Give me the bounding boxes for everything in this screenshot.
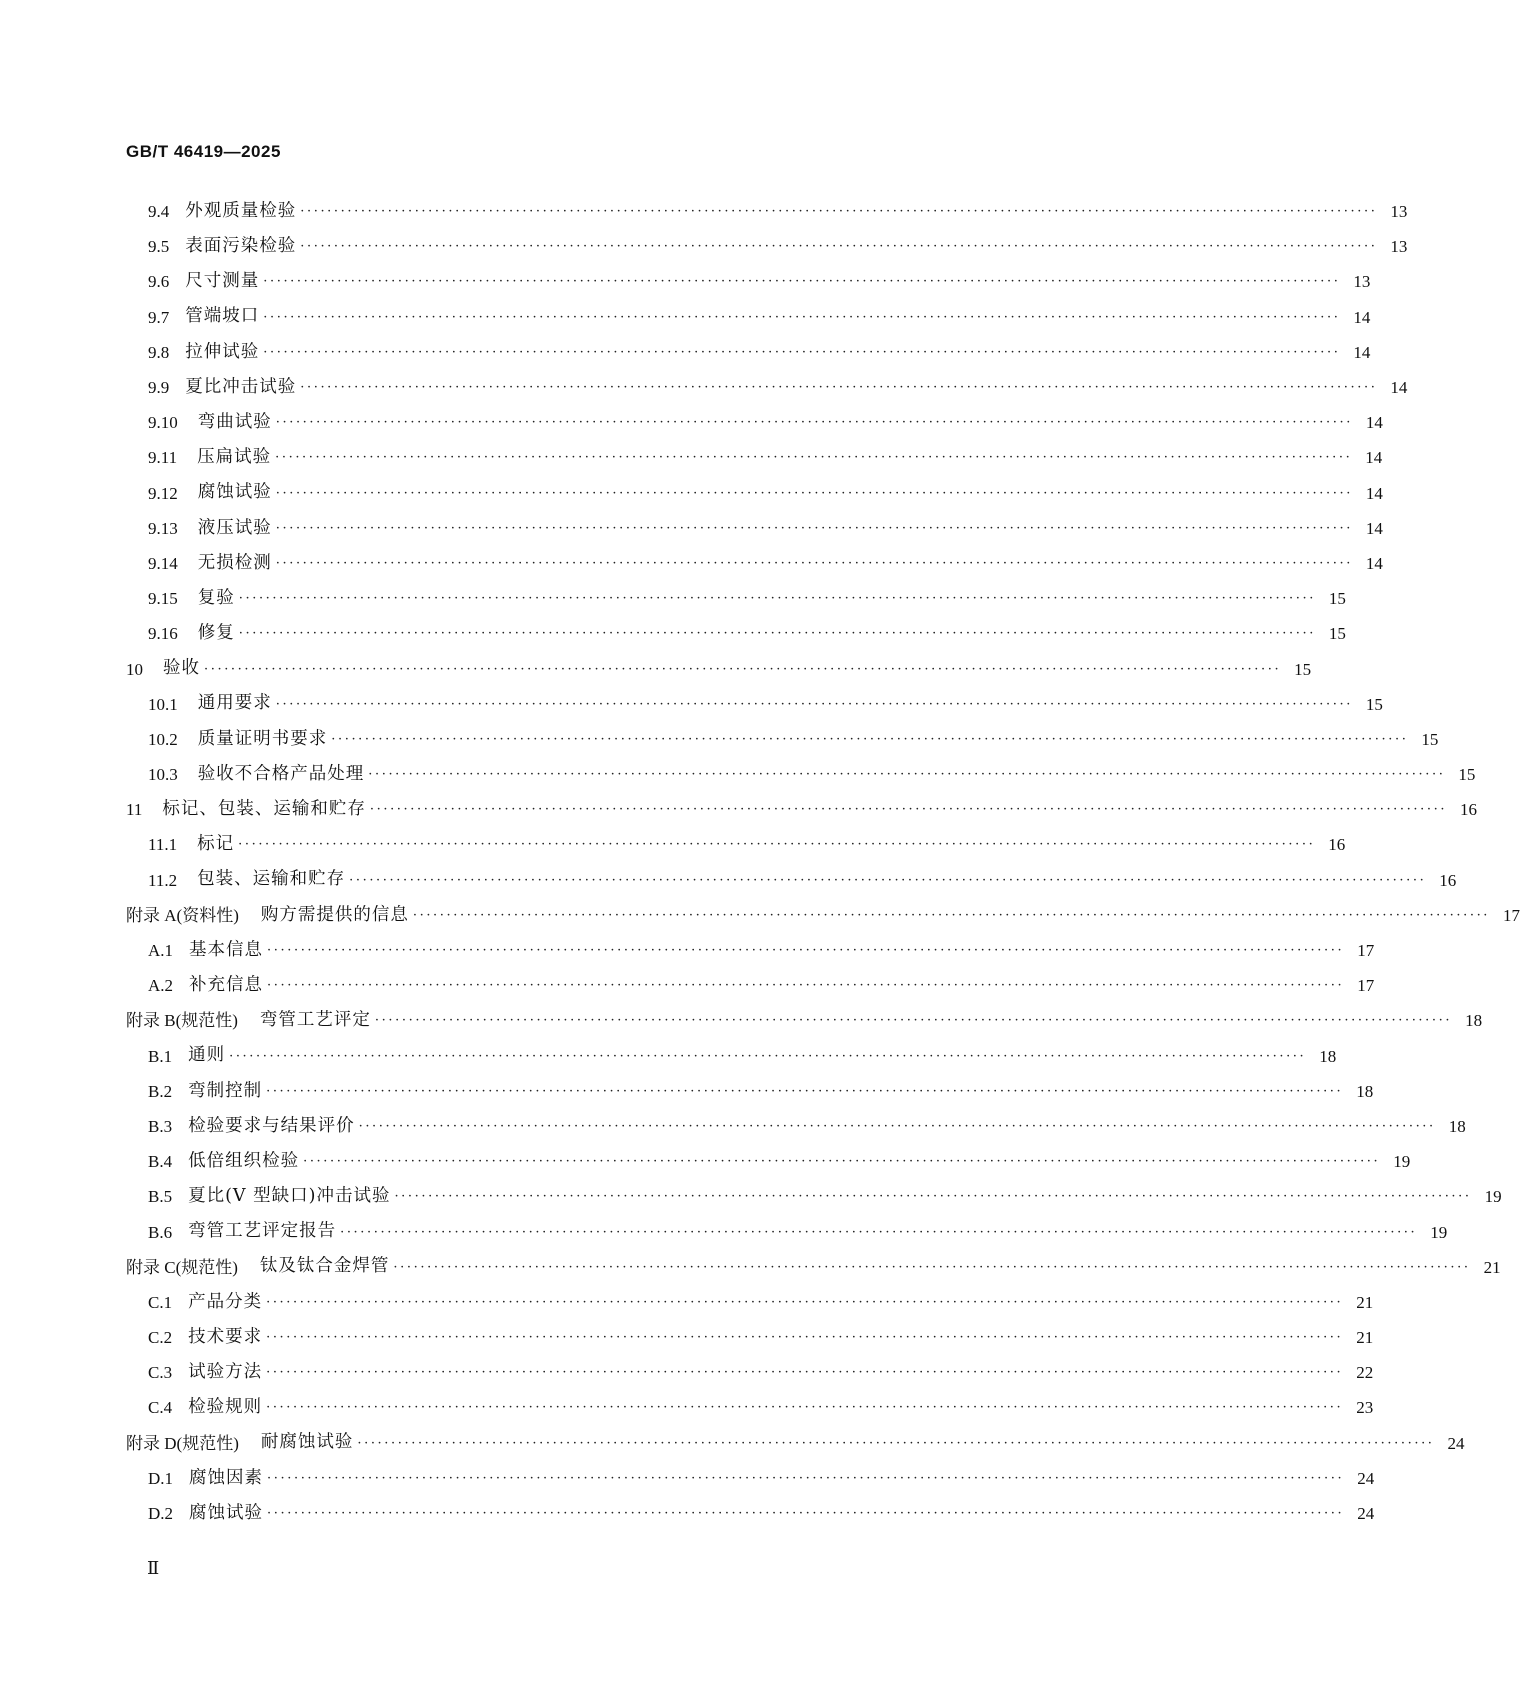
dot-leader: ································································································································································ <box>267 1470 1345 1486</box>
toc-entry[interactable] <box>126 1039 1337 1074</box>
dot-leader: ································································································································································ <box>229 1048 1307 1064</box>
dot-leader: ································································································································································ <box>300 204 1378 220</box>
toc-entry-page: 15 <box>1458 765 1476 785</box>
toc-entry-number: 9.12 <box>148 483 178 503</box>
toc-entry-title: 外观质量检验 <box>185 200 297 221</box>
toc-entry-number: D.2 <box>148 1504 174 1524</box>
toc-entry-title: 补充信息 <box>189 974 264 995</box>
toc-entry-number: 附录 D(规范性) <box>126 1433 239 1453</box>
toc-entry-page: 17 <box>1503 905 1520 925</box>
toc-entry-title: 夏比冲击试验 <box>185 376 297 397</box>
dot-leader: ································································································································································ <box>331 731 1409 747</box>
toc-entry-page: 15 <box>1328 624 1346 644</box>
dot-leader: ································································································································································ <box>238 837 1316 853</box>
dot-leader: ································································································································································ <box>275 555 1353 571</box>
toc-entry-number: 9.14 <box>148 553 178 573</box>
toc-entry-number: C.1 <box>148 1292 173 1312</box>
toc-entry-number: B.3 <box>148 1116 173 1136</box>
dot-leader: ································································································································································ <box>266 1083 1344 1099</box>
toc-entry-number: C.2 <box>148 1328 173 1348</box>
dot-leader: ································································································································································ <box>275 520 1353 536</box>
toc-entry[interactable] <box>126 335 1371 370</box>
toc-entry-title: 基本信息 <box>189 939 264 960</box>
toc-entry-page: 14 <box>1390 378 1408 398</box>
toc-entry-title: 通用要求 <box>197 693 272 714</box>
toc-entry-number: B.6 <box>148 1222 173 1242</box>
toc-entry-number: 9.16 <box>148 624 178 644</box>
toc-entry-page: 15 <box>1328 589 1346 609</box>
toc-entry-number: 9.9 <box>148 378 170 398</box>
toc-entry[interactable] <box>126 511 1383 546</box>
toc-entry-number: B.4 <box>148 1152 173 1172</box>
toc-entry[interactable] <box>126 264 1371 299</box>
toc-entry-page: 17 <box>1357 976 1375 996</box>
toc-entry-page: 19 <box>1393 1152 1411 1172</box>
toc-entry-title: 修复 <box>197 623 235 644</box>
dot-leader: ································································································································································ <box>303 1154 1381 1170</box>
dot-leader: ································································································································································ <box>238 591 1316 607</box>
toc-entry-number: 附录 B(规范性) <box>126 1011 238 1031</box>
dot-leader: ································································································································································ <box>340 1224 1418 1240</box>
dot-leader: ································································································································································ <box>275 696 1353 712</box>
toc-entry[interactable] <box>126 1320 1374 1355</box>
dot-leader: ································································································································································ <box>349 872 1427 888</box>
toc-entry-title: 耐腐蚀试验 <box>260 1432 354 1453</box>
toc-entry-page: 18 <box>1465 1011 1483 1031</box>
toc-entry[interactable] <box>126 1285 1374 1320</box>
dot-leader: ································································································································································ <box>267 943 1345 959</box>
toc-entry-title: 验收 <box>163 658 200 679</box>
dot-leader: ································································································································································ <box>369 802 1448 818</box>
toc-entry[interactable] <box>126 1461 1375 1496</box>
toc-entry-title: 标记 <box>197 834 235 855</box>
toc-entry-title: 拉伸试验 <box>185 341 260 362</box>
toc-entry-page: 14 <box>1365 553 1383 573</box>
dot-leader: ································································································································································ <box>393 1259 1471 1275</box>
dot-leader: ································································································································································ <box>266 1400 1344 1416</box>
toc-entry[interactable] <box>126 651 1312 686</box>
toc-entry-page: 21 <box>1483 1257 1501 1277</box>
dot-leader: ································································································································································ <box>238 626 1316 642</box>
dot-leader: ································································································································································ <box>275 450 1353 466</box>
toc-entry-number: 9.11 <box>148 448 178 468</box>
toc-entry[interactable] <box>126 968 1375 1003</box>
toc-entry[interactable] <box>126 1355 1374 1390</box>
toc-entry[interactable] <box>126 1109 1466 1144</box>
dot-leader: ································································································································································ <box>263 344 1341 360</box>
table-of-contents <box>126 194 1520 1531</box>
toc-entry-number: 附录 C(规范性) <box>126 1257 238 1277</box>
toc-entry-page: 18 <box>1448 1116 1466 1136</box>
toc-entry-page: 24 <box>1357 1504 1375 1524</box>
toc-entry-title: 技术要求 <box>188 1326 263 1347</box>
toc-entry-title: 检验要求与结果评价 <box>188 1115 355 1136</box>
toc-entry-title: 标记、包装、运输和贮存 <box>162 799 366 820</box>
toc-entry-number: 9.10 <box>148 413 178 433</box>
toc-entry-number: 11 <box>126 800 143 820</box>
toc-entry[interactable] <box>126 757 1476 792</box>
toc-entry[interactable] <box>126 1003 1483 1038</box>
toc-entry-page: 13 <box>1390 237 1408 257</box>
toc-entry-title: 复验 <box>197 587 235 608</box>
toc-entry-page: 15 <box>1365 694 1383 714</box>
dot-leader: ································································································································································ <box>266 1365 1344 1381</box>
toc-entry[interactable] <box>126 616 1346 651</box>
toc-entry[interactable] <box>126 792 1478 827</box>
toc-entry-page: 15 <box>1421 729 1439 749</box>
toc-entry-title: 无损检测 <box>197 552 272 573</box>
toc-entry-page: 18 <box>1356 1081 1374 1101</box>
toc-entry-number: 附录 A(资料性) <box>126 905 239 925</box>
toc-entry-page: 14 <box>1365 413 1383 433</box>
dot-leader: ································································································································································ <box>267 978 1345 994</box>
toc-entry-title: 通则 <box>188 1045 226 1066</box>
dot-leader: ································································································································································ <box>263 309 1341 325</box>
toc-entry-title: 管端坡口 <box>185 306 260 327</box>
toc-entry-title: 腐蚀因素 <box>189 1467 264 1488</box>
toc-entry-number: 9.6 <box>148 272 170 292</box>
toc-entry[interactable] <box>126 1144 1411 1179</box>
toc-entry[interactable] <box>126 581 1346 616</box>
toc-entry-number: 10.2 <box>148 729 178 749</box>
toc-entry-title: 钛及钛合金焊管 <box>259 1256 390 1277</box>
toc-entry-title: 尺寸测量 <box>185 271 260 292</box>
toc-entry-number: 11.1 <box>148 835 178 855</box>
toc-entry-title: 腐蚀试验 <box>197 482 272 503</box>
toc-entry-page: 14 <box>1365 483 1383 503</box>
dot-leader: ································································································································································ <box>412 907 1491 923</box>
toc-entry-page: 15 <box>1294 659 1312 679</box>
toc-entry-page: 16 <box>1328 835 1346 855</box>
toc-entry-number: B.2 <box>148 1081 173 1101</box>
toc-entry-number: B.1 <box>148 1046 173 1066</box>
toc-entry[interactable] <box>126 722 1439 757</box>
toc-entry-title: 压扁试验 <box>197 447 272 468</box>
toc-entry-number: 11.2 <box>148 870 178 890</box>
toc-entry-title: 弯制控制 <box>188 1080 263 1101</box>
toc-entry-number: C.3 <box>148 1363 173 1383</box>
toc-entry-page: 24 <box>1357 1468 1375 1488</box>
toc-entry[interactable] <box>126 1390 1374 1425</box>
toc-entry-title: 腐蚀试验 <box>189 1502 264 1523</box>
toc-entry-title: 试验方法 <box>188 1362 263 1383</box>
toc-entry[interactable] <box>126 1250 1501 1285</box>
toc-entry-page: 23 <box>1356 1398 1374 1418</box>
toc-entry[interactable] <box>126 440 1383 475</box>
page-number: Ⅱ <box>147 1558 160 1578</box>
dot-leader: ································································································································································ <box>394 1189 1472 1205</box>
toc-entry-number: 9.7 <box>148 307 170 327</box>
toc-entry-title: 质量证明书要求 <box>197 728 328 749</box>
toc-entry[interactable] <box>126 300 1371 335</box>
toc-entry-number: D.1 <box>148 1468 174 1488</box>
toc-entry-title: 弯曲试验 <box>197 411 272 432</box>
toc-entry-page: 21 <box>1356 1328 1374 1348</box>
toc-entry[interactable] <box>126 1214 1448 1249</box>
dot-leader: ································································································································································ <box>358 1118 1436 1134</box>
toc-entry[interactable] <box>126 1426 1465 1461</box>
toc-entry-number: 10 <box>126 659 143 679</box>
dot-leader: ································································································································································ <box>266 1330 1344 1346</box>
toc-entry-title: 包装、运输和贮存 <box>197 869 346 890</box>
toc-entry-number: A.1 <box>148 941 174 961</box>
toc-entry[interactable] <box>126 546 1383 581</box>
toc-entry-page: 16 <box>1439 870 1457 890</box>
dot-leader: ································································································································································ <box>368 767 1446 783</box>
toc-entry-title: 夏比(V 型缺口)冲击试验 <box>188 1186 391 1207</box>
toc-entry-number: 10.1 <box>148 694 178 714</box>
dot-leader: ································································································································································ <box>275 415 1353 431</box>
toc-entry-title: 表面污染检验 <box>185 236 297 257</box>
toc-entry-page: 24 <box>1447 1433 1465 1453</box>
toc-entry-page: 16 <box>1460 800 1478 820</box>
toc-entry-number: 9.5 <box>148 237 170 257</box>
toc-entry-number: 9.4 <box>148 202 170 222</box>
toc-entry[interactable] <box>126 405 1383 440</box>
dot-leader: ································································································································································ <box>275 485 1353 501</box>
toc-entry-number: 9.8 <box>148 342 170 362</box>
toc-entry-page: 13 <box>1390 202 1408 222</box>
toc-entry[interactable] <box>126 863 1457 898</box>
dot-leader: ································································································································································ <box>204 661 1282 677</box>
toc-entry[interactable] <box>126 229 1408 264</box>
toc-entry-page: 19 <box>1484 1187 1502 1207</box>
dot-leader: ································································································································································ <box>357 1435 1435 1451</box>
document-id: GB/T 46419—2025 <box>126 142 281 161</box>
toc-entry-number: 9.15 <box>148 589 178 609</box>
toc-entry-title: 验收不合格产品处理 <box>197 763 365 784</box>
dot-leader: ································································································································································ <box>300 239 1378 255</box>
toc-entry-number: B.5 <box>148 1187 173 1207</box>
toc-entry-page: 13 <box>1353 272 1371 292</box>
toc-entry[interactable] <box>126 1179 1502 1214</box>
toc-entry[interactable] <box>126 476 1383 511</box>
toc-entry-page: 22 <box>1356 1363 1374 1383</box>
toc-entry[interactable] <box>126 370 1408 405</box>
dot-leader: ································································································································································ <box>263 274 1341 290</box>
toc-entry[interactable] <box>126 827 1346 862</box>
toc-entry-page: 19 <box>1430 1222 1448 1242</box>
toc-entry-title: 购方需提供的信息 <box>260 904 409 925</box>
toc-entry[interactable] <box>126 933 1375 968</box>
toc-entry[interactable] <box>126 1074 1374 1109</box>
dot-leader: ································································································································································ <box>267 1506 1345 1522</box>
toc-entry[interactable] <box>126 687 1383 722</box>
toc-entry-page: 14 <box>1365 448 1383 468</box>
toc-entry-number: 9.13 <box>148 518 178 538</box>
dot-leader: ································································································································································ <box>266 1294 1344 1310</box>
toc-entry[interactable] <box>126 898 1520 933</box>
toc-entry[interactable] <box>126 194 1408 229</box>
toc-entry-title: 弯管工艺评定 <box>259 1010 371 1031</box>
toc-entry-page: 14 <box>1353 307 1371 327</box>
toc-entry-title: 产品分类 <box>188 1291 263 1312</box>
toc-entry-page: 18 <box>1319 1046 1337 1066</box>
toc-entry-page: 17 <box>1357 941 1375 961</box>
toc-entry-page: 21 <box>1356 1292 1374 1312</box>
dot-leader: ································································································································································ <box>300 380 1378 396</box>
toc-entry-page: 14 <box>1365 518 1383 538</box>
toc-entry[interactable] <box>126 1496 1375 1531</box>
toc-entry-number: C.4 <box>148 1398 173 1418</box>
dot-leader: ································································································································································ <box>374 1013 1453 1029</box>
toc-entry-page: 14 <box>1353 342 1371 362</box>
toc-entry-title: 弯管工艺评定报告 <box>188 1221 337 1242</box>
toc-entry-title: 液压试验 <box>197 517 272 538</box>
toc-entry-title: 低倍组织检验 <box>188 1150 300 1171</box>
toc-entry-title: 检验规则 <box>188 1397 263 1418</box>
toc-entry-number: 10.3 <box>148 765 178 785</box>
toc-entry-number: A.2 <box>148 976 174 996</box>
